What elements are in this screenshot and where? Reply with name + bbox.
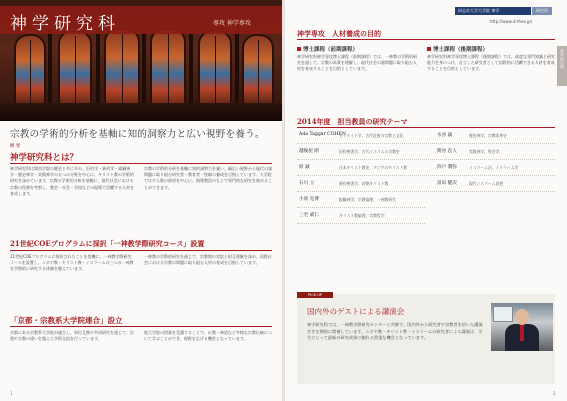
faculty-row: Ada Taggar COHEN ヒッタイト学、古代近東の宗教と文化 水谷 誠 歴史神学、宗教改革史 (297, 129, 555, 144)
faculty-row: 小原 克博 組織神学、宗教倫理、一神教研究 (297, 193, 425, 208)
section-heading: 神学研究科とは？ (10, 153, 79, 163)
overview-tag: 概 要 (10, 144, 21, 149)
page-number: 1 (10, 391, 13, 396)
faculty-row: 三宅 威仁 キリスト教倫理、宗教哲学 (297, 209, 425, 224)
section-heading: 21世紀COEプログラムに採択「一神教学際研究コース」設置 (10, 239, 205, 248)
stained-glass-window (14, 34, 46, 108)
lead-statement: 宗教の学術的分析を基軸に知的洞察力と広い視野を養う。 (10, 129, 265, 140)
side-index-tab (557, 46, 567, 86)
body-text: 他大学院の授業を受講することで、仏教・神道など多様な宗教伝統について学ぶことができ、視野を広げる機会となっています。 (144, 330, 272, 342)
doctor-course-text: 神学研究科神学専攻博士課程（後期課程）では、高度な専門知識と研究能力を身につけ、自立した研究者として国際的に活躍できる人材を育成することを目的としています。 (427, 54, 555, 72)
university-logo: 同志社大学大学院 神学 (455, 7, 531, 15)
purpose-heading: 神学専攻 人材養成の目的 (297, 29, 381, 38)
pickup-tag: PICK UP (297, 292, 333, 298)
side-tab-label: 神学研究科 (560, 49, 565, 69)
stained-glass-window (150, 28, 186, 112)
faculty-row: 石川 立 新約聖書学、初期キリスト教 富田 健次 現代イスラーム思想 (297, 177, 555, 192)
department-title: 神学研究科 (10, 14, 120, 34)
faculty-heading: 2014年度 担当教員の研究テーマ (297, 117, 408, 126)
chapel-photo (0, 0, 282, 121)
faculty-row: 原 誠 日本キリスト教史、アジアのキリスト教 四戸 潤弥 イスラーム法、イスラーム学 (297, 161, 555, 176)
bullet-icon (427, 47, 431, 51)
right-page (285, 0, 567, 401)
body-text: 京都にある宗教系大学院が連合し、単位互換や共同研究を通じて、宗派や宗教の違いを越えた学術交流を行っています。 (10, 330, 134, 342)
body-text: 一神教の学際的研究を通じて、宗教間の対話と相互理解を深め、国際社会における宗教の問題に取り組む人材の育成を目指しています。 (144, 254, 272, 266)
bullet-icon (297, 47, 301, 51)
website-url[interactable]: http://www.d-theo.jp/ (490, 19, 533, 24)
section-heading: 「京都・宗教系大学院連合」設立 (10, 316, 123, 325)
department-subtitle: 専攻 神学専攻 (213, 20, 251, 27)
master-course-label: 博士課程（前期課程） (297, 45, 358, 53)
title-band (0, 6, 282, 34)
doctor-course-label: 博士課程（後期課程） (427, 45, 488, 53)
pickup-text: 神学研究科では、一神教学際研究センターと共催で、国内外から研究者や宗教者を招いた講演会を定期的に開催しています。ユダヤ教・キリスト教・イスラームの研究者による講演は、学生にとって最新の研究成果に触れる貴重な機会となっています。 (307, 322, 483, 340)
stained-glass-window (58, 30, 92, 110)
pew-rail (0, 103, 282, 121)
body-text: 神学研究科は関西学院の歴史と共に歩み、旧約学・新約学・組織神学・歴史神学・実践神学の五つの分野を中心に、キリスト教の学術的研究を深めています。宗教の学術的分析を基軸に、現代社会における宗教の役割を考察し、教会・社会・学校などの現場で活躍する人材を育成します。 (10, 166, 134, 196)
page-number: 2 (553, 391, 556, 396)
body-text: 21世紀COEプログラムに採択されたことを契機に、一神教学際研究コースを設置し、ユダヤ教・キリスト教・イスラームの三つの一神教を学際的に研究する体制を整えています。 (10, 254, 134, 272)
body-text: 宗教の学術的分析を基軸に知的洞察力を養い、幅広い視野から現代の諸問題に取り組む研究者・教育者・牧師の養成を目指しています。大学院では少人数の演習を中心に、指導教員のもとで専門的な研究を進めることができます。 (144, 166, 272, 190)
left-page (0, 0, 282, 401)
stained-glass-window (104, 28, 140, 112)
stained-glass-window (198, 30, 232, 110)
stained-glass-window (242, 34, 274, 108)
pickup-title: 国内外のゲストによる講演会 (307, 307, 405, 316)
lecturer-photo (491, 303, 553, 351)
faculty-row: 越後屋 朗 旧約聖書学、古代イスラエル宗教史 関谷 直人 実践神学、牧会学 (297, 145, 555, 160)
logo-badge: 研究科 (532, 7, 552, 15)
master-course-text: 神学研究科神学専攻博士課程（前期課程）では、一神教の学術的研究を通して、宗教の本質を理解し、現代社会の諸問題に取り組む人材を育成することを目的としています。 (297, 54, 417, 72)
